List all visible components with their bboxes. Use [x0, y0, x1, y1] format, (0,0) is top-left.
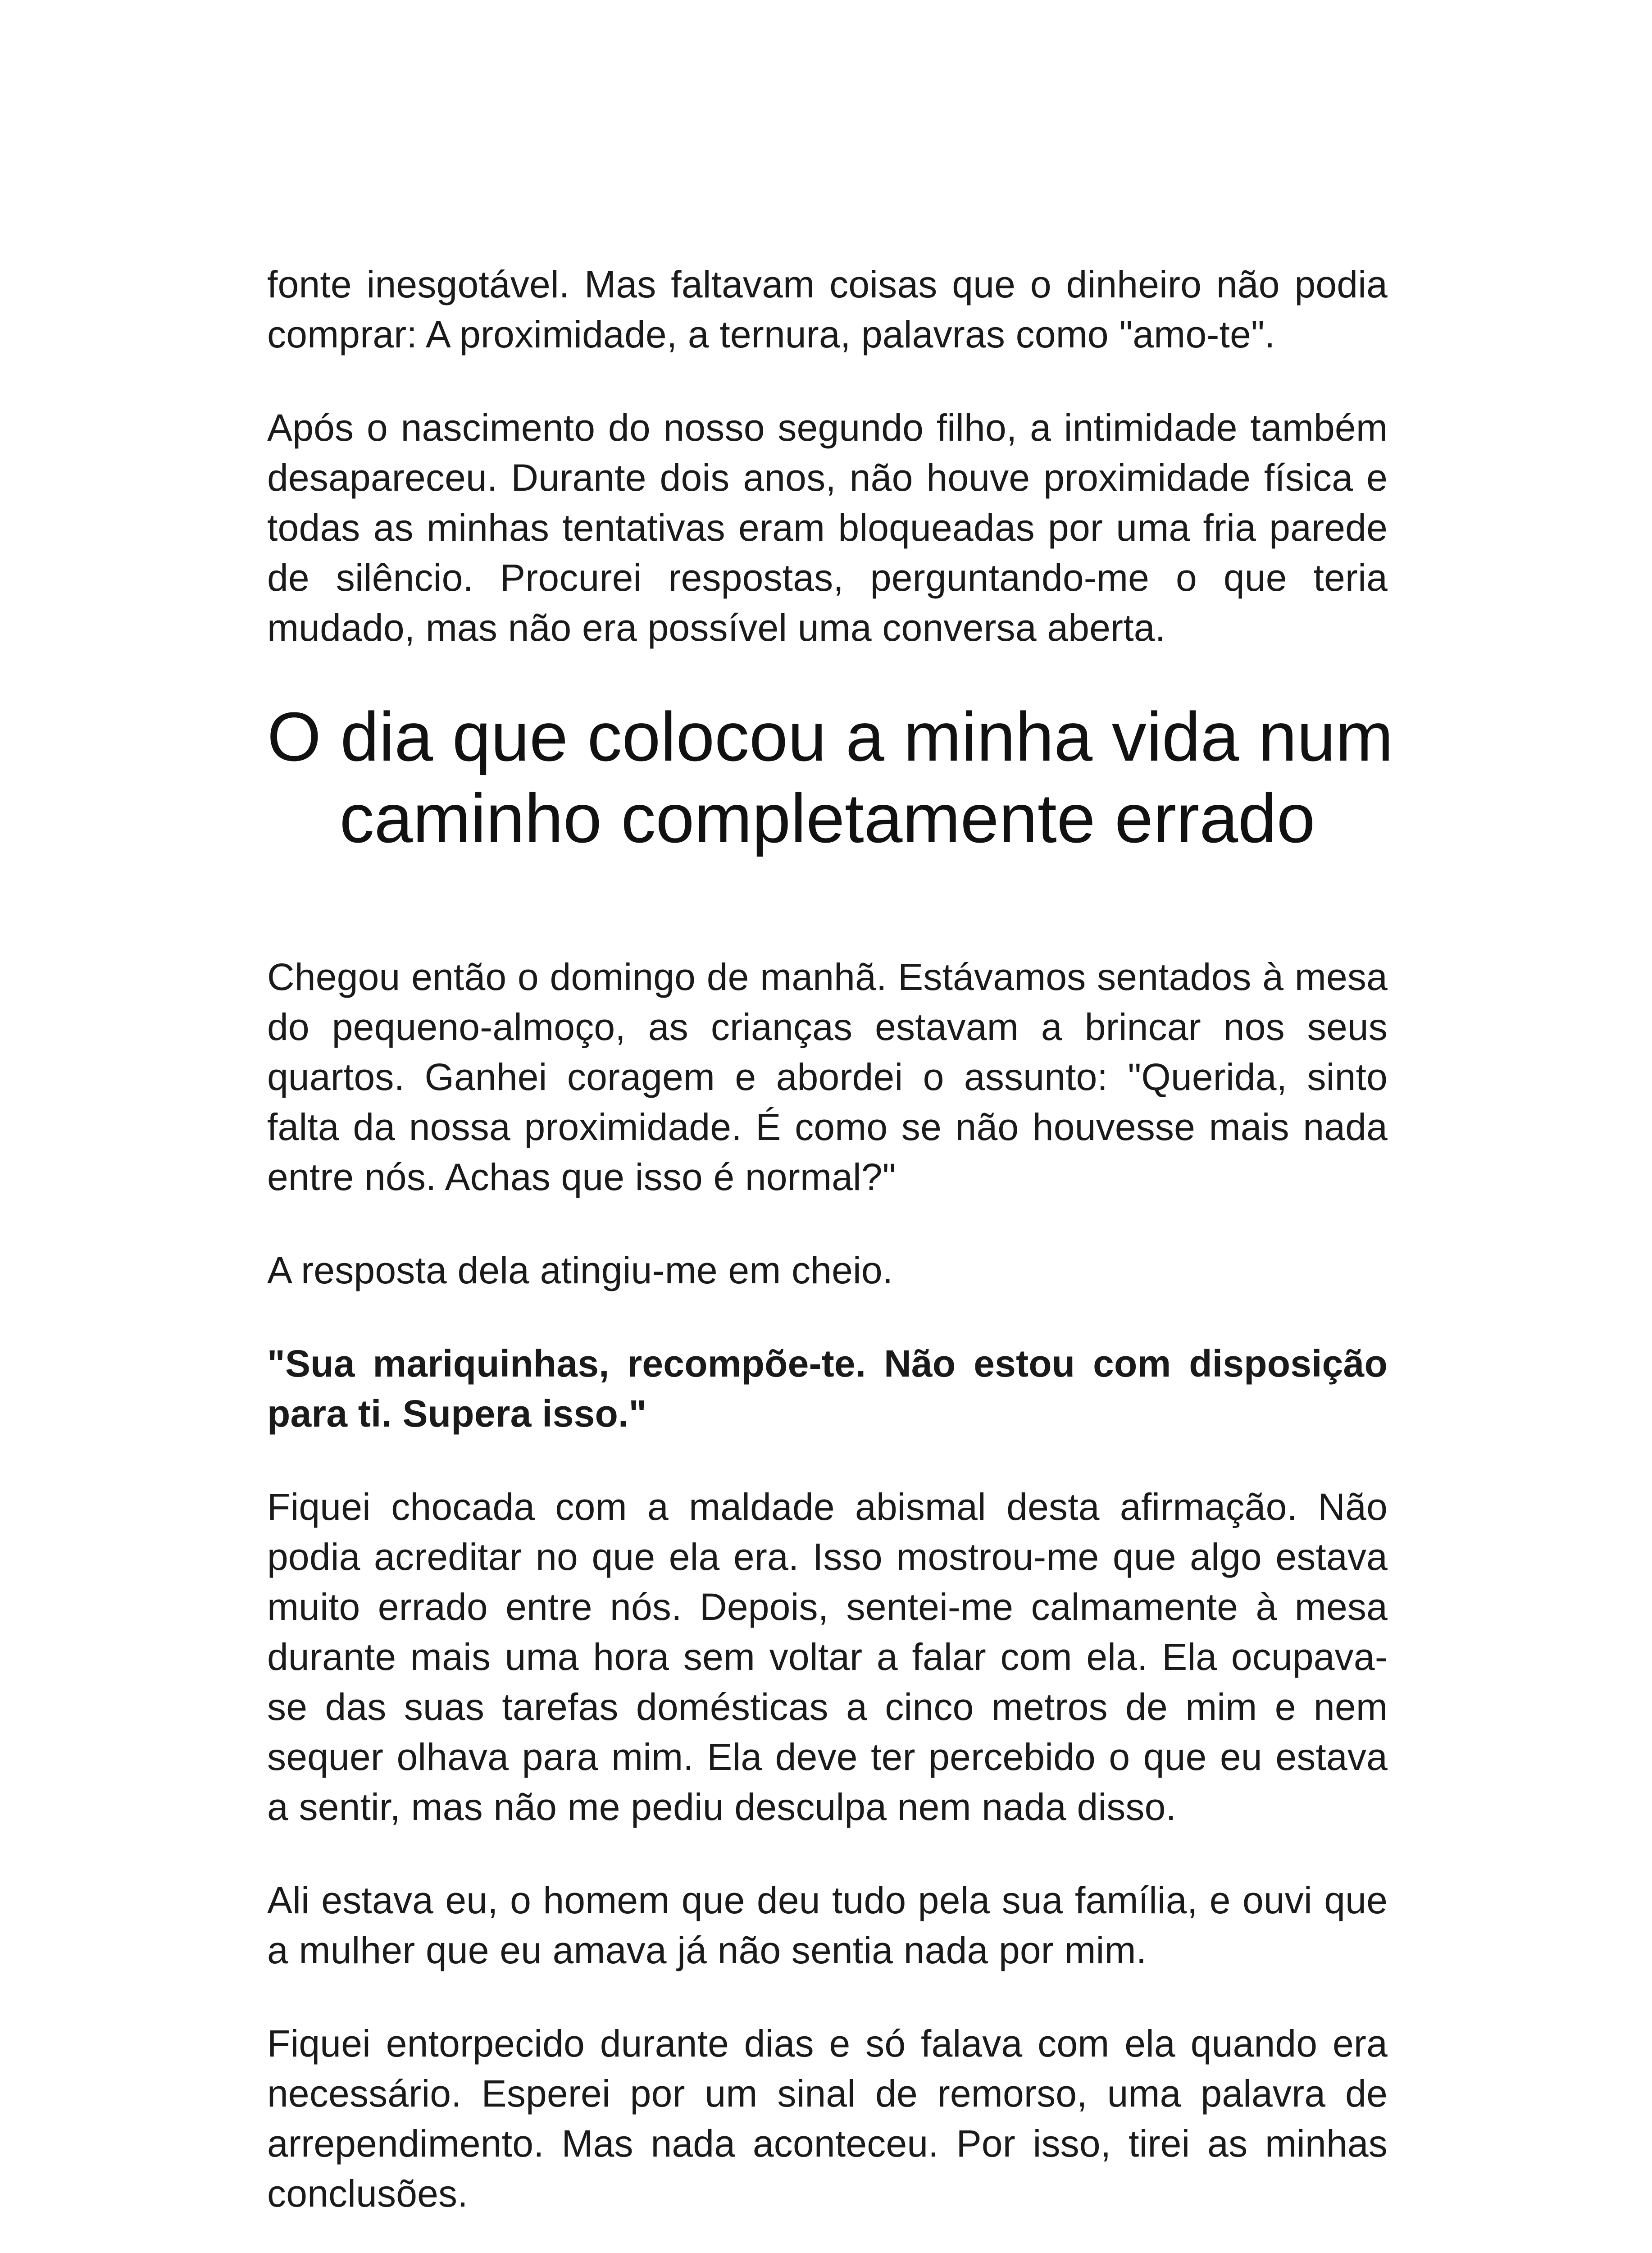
heading-line-2: caminho completamente errado — [339, 780, 1315, 857]
heading-line-1: O dia que colocou a minha vida num — [267, 698, 1393, 775]
paragraph-entorpecido: Fiquei entorpecido durante dias e só falava com ela quando era necessário. Esperei por um sinal de remorso, uma palavra de arrependimento. Mas nada aconteceu. Por isso, tirei as minhas conclusões. — [267, 2022, 1388, 2215]
paragraph-quote-bold: "Sua mariquinhas, recompõe-te. Não estou com disposição para ti. Supera isso." — [267, 1342, 1388, 1435]
paragraph-resposta: A resposta dela atingiu-me em cheio. — [267, 1249, 893, 1291]
paragraph-chocada: Fiquei chocada com a maldade abismal desta afirmação. Não podia acreditar no que ela era. Isso mostrou-me que algo estava muito errado entre nós. Depois, sentei-me calmamente à mesa durante mais uma hora sem voltar a falar com ela. Ela ocupava-se das suas tarefas domésticas a cinco metros de mim e nem sequer olhava para mim. Ela deve ter percebido o que eu estava a sentir, mas não me pediu desculpa nem nada disso. — [267, 1486, 1388, 1828]
paragraph-nascimento: Após o nascimento do nosso segundo filho, a intimidade também desapareceu. Durante dois anos, não houve proximidade física e todas as minhas tentativas eram bloqueadas por uma fria parede de silêncio. Procurei respostas, perguntando-me o que teria mudado, mas não era possível uma conversa aberta. — [267, 406, 1388, 649]
paragraph-domingo: Chegou então o domingo de manhã. Estávamos sentados à mesa do pequeno-almoço, as crianças estavam a brincar nos seus quartos. Ganhei coragem e abordei o assunto: "Querida, sinto falta da nossa proximidade. É como se não houvesse mais nada entre nós. Achas que isso é normal?" — [267, 956, 1388, 1198]
paragraph-ali-estava: Ali estava eu, o homem que deu tudo pela sua família, e ouvi que a mulher que eu amava já não sentia nada por mim. — [267, 1879, 1388, 1971]
text-column — [267, 260, 1393, 2253]
heading-spacer — [267, 859, 1388, 952]
section-heading — [267, 696, 1393, 859]
paragraph-fonte-inesgotavel: fonte inesgotável. Mas faltavam coisas que o dinheiro não podia comprar: A proximidade, a ternura, palavras como "amo-te". — [267, 263, 1388, 356]
